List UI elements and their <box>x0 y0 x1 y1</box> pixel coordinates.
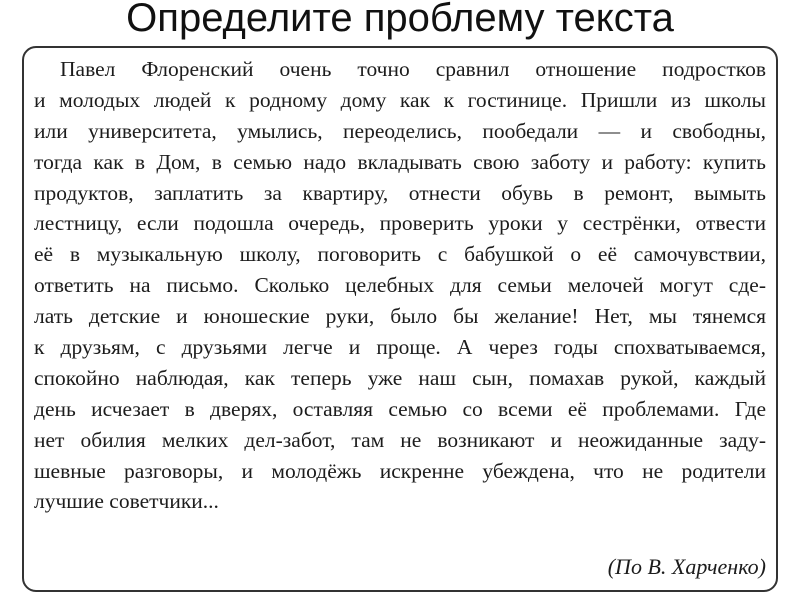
slide-title: Определите проблему текста <box>126 0 674 40</box>
passage-line: тогда как в Дом, в семью надо вкладывать свою заботу и работу: купить <box>34 149 766 174</box>
passage-line: к друзьям, с друзьями легче и проще. А через годы спохватываемся, <box>34 335 766 360</box>
passage-line: лестницу, если подошла очередь, проверить уроки у сестрёнки, отвести <box>34 211 766 236</box>
passage-line: или университета, умылись, переоделись, пообедали — и свободны, <box>34 118 766 143</box>
passage-line: нет обилия мелких дел-забот, там не возникают и неожиданные заду- <box>34 427 766 452</box>
passage-line: ответить на письмо. Сколько целебных для семьи мелочей могут сде- <box>34 273 766 298</box>
passage-line: лучшие советчики... <box>34 489 219 514</box>
attribution: (По В. Харченко) <box>607 554 766 579</box>
passage-line: и молодых людей к родному дому как к гостинице. Пришли из школы <box>34 87 766 112</box>
passage-line: шевные разговоры, и молодёжь искренне убеждена, что не родители <box>34 458 766 483</box>
passage-box <box>22 46 778 592</box>
passage-line: её в музыкальную школу, поговорить с бабушкой о её самочувствии, <box>34 242 766 267</box>
passage-line: Павел Флоренский очень точно сравнил отношение подростков <box>60 57 766 81</box>
passage-line: лать детские и юношеские руки, было бы желание! Нет, мы тянемся <box>34 304 766 329</box>
passage-line: спокойно наблюдая, как теперь уже наш сын, помахав рукой, каждый <box>34 365 766 390</box>
passage-line: день исчезает в дверях, оставляя семью со всеми её проблемами. Где <box>34 396 766 421</box>
passage-line: продуктов, заплатить за квартиру, отнести обувь в ремонт, вымыть <box>34 180 766 205</box>
